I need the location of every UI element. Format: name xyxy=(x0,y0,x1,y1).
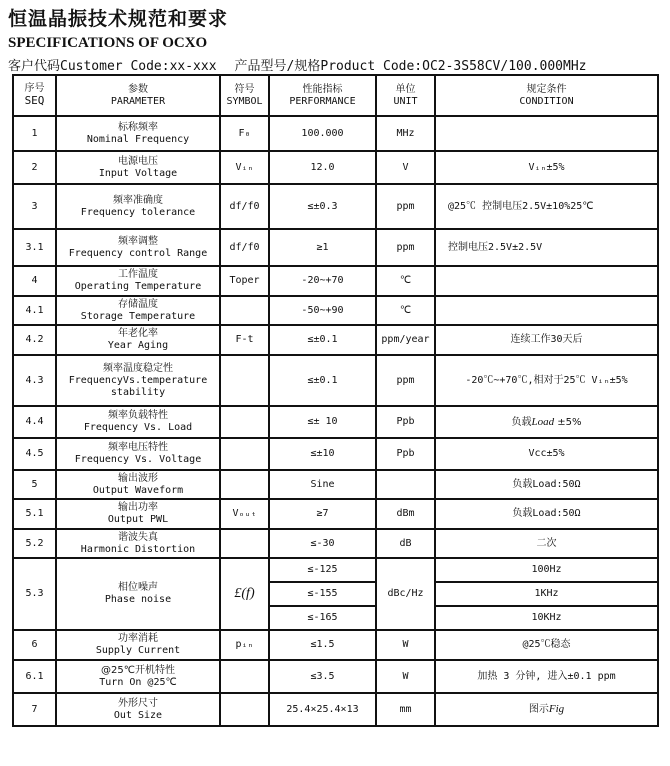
cell-condition: 负载Load:50Ω xyxy=(435,499,658,529)
cell-symbol: F₀ xyxy=(220,116,269,151)
cell-seq: 6.1 xyxy=(13,660,56,693)
table-row xyxy=(13,184,658,229)
cell-parameter: 相位噪声 Phase noise xyxy=(56,558,220,630)
table-row xyxy=(13,499,658,529)
cell-performance: ≥7 xyxy=(269,499,376,529)
header-parameter: 参数 PARAMETER xyxy=(56,75,220,116)
cell-performance: -20~+70 xyxy=(269,266,376,296)
cell-condition xyxy=(435,296,658,325)
cell-unit: ppm xyxy=(376,355,435,406)
cell-parameter: 频率温度稳定性 FrequencyVs.temperature stability xyxy=(56,355,220,406)
cell-condition: 100Hz xyxy=(435,558,658,582)
cell-performance: Sine xyxy=(269,470,376,499)
cell-parameter: 频率负载特性 Frequency Vs. Load xyxy=(56,406,220,438)
cell-symbol: Vᵢₙ xyxy=(220,151,269,184)
cell-parameter: @25℃开机特性 Turn On @25℃ xyxy=(56,660,220,693)
cell-parameter: 工作温度 Operating Temperature xyxy=(56,266,220,296)
cell-seq: 5.2 xyxy=(13,529,56,558)
cell-seq: 5.1 xyxy=(13,499,56,529)
table-row xyxy=(13,266,658,296)
cell-symbol: Toper xyxy=(220,266,269,296)
table-header-row xyxy=(13,75,658,116)
cell-unit: ppm xyxy=(376,229,435,266)
cell-parameter: 存储温度 Storage Temperature xyxy=(56,296,220,325)
cell-performance: ≤±10 xyxy=(269,438,376,470)
cell-condition xyxy=(435,116,658,151)
cell-condition: @25℃ 控制电压2.5V±10%25℃ xyxy=(435,184,658,229)
cell-unit: ppm/year xyxy=(376,325,435,355)
code-line xyxy=(8,55,586,74)
cell-unit: W xyxy=(376,660,435,693)
header-symbol: 符号 SYMBOL xyxy=(220,75,269,116)
cell-condition: 控制电压2.5V±2.5V xyxy=(435,229,658,266)
table-row xyxy=(13,630,658,660)
cell-condition: 负载Load:50Ω xyxy=(435,470,658,499)
cell-parameter: 功率消耗 Supply Current xyxy=(56,630,220,660)
cell-performance: ≤±0.3 xyxy=(269,184,376,229)
cell-performance: ≤-155 xyxy=(269,582,376,606)
cell-symbol: £(f) xyxy=(220,558,269,630)
cell-seq: 4.2 xyxy=(13,325,56,355)
cell-unit: Ppb xyxy=(376,406,435,438)
cell-unit: ppm xyxy=(376,184,435,229)
cell-symbol xyxy=(220,438,269,470)
cell-performance: ≤± 10 xyxy=(269,406,376,438)
table-row xyxy=(13,151,658,184)
cell-condition: @25℃稳态 xyxy=(435,630,658,660)
cell-performance: ≥1 xyxy=(269,229,376,266)
cell-parameter: 标称频率 Nominal Frequency xyxy=(56,116,220,151)
cell-unit: MHz xyxy=(376,116,435,151)
cell-symbol xyxy=(220,693,269,726)
document-title: 恒温晶振技术规范和要求 xyxy=(8,8,229,30)
cell-condition: 加热 3 分钟, 进入±0.1 ppm xyxy=(435,660,658,693)
cell-seq: 3.1 xyxy=(13,229,56,266)
cell-parameter: 电源电压 Input Voltage xyxy=(56,151,220,184)
cell-symbol xyxy=(220,529,269,558)
header-seq: 序号 SEQ xyxy=(13,75,56,116)
cell-parameter: 频率调整 Frequency control Range xyxy=(56,229,220,266)
table-row xyxy=(13,296,658,325)
cell-parameter: 频率准确度 Frequency tolerance xyxy=(56,184,220,229)
cell-seq: 4.4 xyxy=(13,406,56,438)
cell-performance: ≤-30 xyxy=(269,529,376,558)
cell-unit: Ppb xyxy=(376,438,435,470)
table-row xyxy=(13,438,658,470)
cell-symbol: df/f0 xyxy=(220,184,269,229)
cell-symbol: df/f0 xyxy=(220,229,269,266)
cell-symbol xyxy=(220,296,269,325)
table-row xyxy=(13,529,658,558)
cell-unit: W xyxy=(376,630,435,660)
cell-seq: 3 xyxy=(13,184,56,229)
cell-parameter: 外形尺寸 Out Size xyxy=(56,693,220,726)
cell-symbol: pᵢₙ xyxy=(220,630,269,660)
cell-performance: ≤1.5 xyxy=(269,630,376,660)
header-unit: 单位 UNIT xyxy=(376,75,435,116)
cell-symbol xyxy=(220,355,269,406)
customer-code: 客户代码Customer Code:xx-xxx xyxy=(8,59,217,74)
cell-symbol xyxy=(220,660,269,693)
cell-unit: dB xyxy=(376,529,435,558)
table-row xyxy=(13,470,658,499)
table-row xyxy=(13,693,658,726)
cell-seq: 5.3 xyxy=(13,558,56,630)
table-row xyxy=(13,355,658,406)
cell-performance: ≤-165 xyxy=(269,606,376,630)
table-row xyxy=(13,558,658,582)
cell-parameter: 频率电压特性 Frequency Vs. Voltage xyxy=(56,438,220,470)
table-row xyxy=(13,229,658,266)
cell-performance: 100.000 xyxy=(269,116,376,151)
cell-unit: dBm xyxy=(376,499,435,529)
cell-performance: ≤±0.1 xyxy=(269,325,376,355)
table-row xyxy=(13,406,658,438)
cell-seq: 5 xyxy=(13,470,56,499)
cell-condition: Vᵢₙ±5% xyxy=(435,151,658,184)
cell-condition: -20℃~+70℃,相对于25℃ Vᵢₙ±5% xyxy=(435,355,658,406)
cell-condition: 负载Load ±5% xyxy=(435,406,658,438)
cell-performance: ≤-125 xyxy=(269,558,376,582)
header-condition: 规定条件 CONDITION xyxy=(435,75,658,116)
cell-performance: -50~+90 xyxy=(269,296,376,325)
document-subtitle: SPECIFICATIONS OF OCXO xyxy=(8,35,208,51)
table-row xyxy=(13,116,658,151)
cell-unit xyxy=(376,470,435,499)
cell-seq: 1 xyxy=(13,116,56,151)
cell-condition: Vcc±5% xyxy=(435,438,658,470)
cell-seq: 2 xyxy=(13,151,56,184)
cell-unit: dBc/Hz xyxy=(376,558,435,630)
cell-seq: 4.1 xyxy=(13,296,56,325)
cell-condition: 1KHz xyxy=(435,582,658,606)
cell-seq: 4 xyxy=(13,266,56,296)
cell-performance: 12.0 xyxy=(269,151,376,184)
cell-condition xyxy=(435,266,658,296)
cell-parameter: 输出波形 Output Waveform xyxy=(56,470,220,499)
cell-condition: 连续工作30天后 xyxy=(435,325,658,355)
cell-unit: mm xyxy=(376,693,435,726)
cell-condition: 图示Fig xyxy=(435,693,658,726)
specifications-table xyxy=(12,74,659,727)
cell-parameter: 输出功率 Output PWL xyxy=(56,499,220,529)
table-row xyxy=(13,325,658,355)
cell-unit: ℃ xyxy=(376,296,435,325)
cell-parameter: 谐波失真 Harmonic Distortion xyxy=(56,529,220,558)
cell-seq: 4.5 xyxy=(13,438,56,470)
product-code: 产品型号/规格Product Code:OC2-3S58CV/100.000MHz xyxy=(234,59,587,74)
cell-parameter: 年老化率 Year Aging xyxy=(56,325,220,355)
cell-symbol xyxy=(220,470,269,499)
cell-seq: 6 xyxy=(13,630,56,660)
cell-symbol xyxy=(220,406,269,438)
cell-unit: ℃ xyxy=(376,266,435,296)
table-row xyxy=(13,660,658,693)
cell-condition: 二次 xyxy=(435,529,658,558)
cell-performance: ≤±0.1 xyxy=(269,355,376,406)
cell-unit: V xyxy=(376,151,435,184)
header-performance: 性能指标 PERFORMANCE xyxy=(269,75,376,116)
cell-seq: 7 xyxy=(13,693,56,726)
cell-performance: 25.4×25.4×13 xyxy=(269,693,376,726)
cell-symbol: Vₒᵤₜ xyxy=(220,499,269,529)
cell-performance: ≤3.5 xyxy=(269,660,376,693)
cell-seq: 4.3 xyxy=(13,355,56,406)
cell-symbol: F-t xyxy=(220,325,269,355)
cell-condition: 10KHz xyxy=(435,606,658,630)
